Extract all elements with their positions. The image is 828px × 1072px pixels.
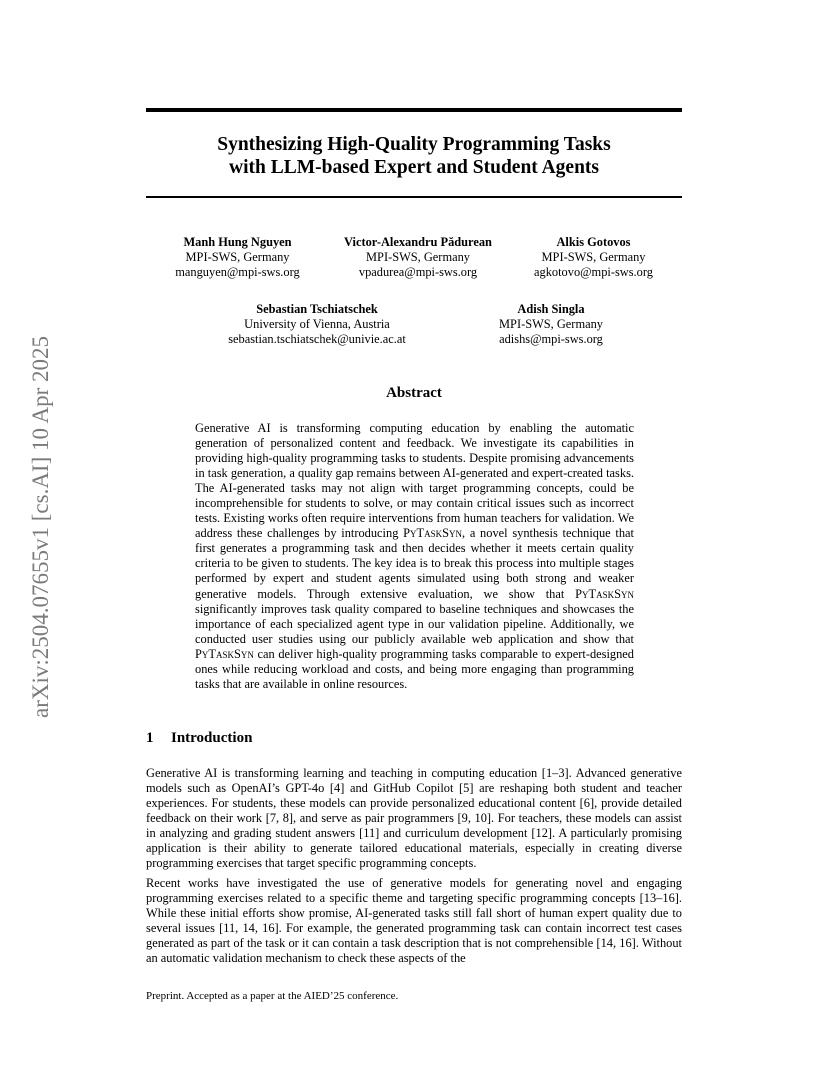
author-block-5 bbox=[486, 302, 616, 347]
author-name: Sebastian Tschiatschek bbox=[256, 302, 378, 316]
author-affiliation: University of Vienna, Austria bbox=[244, 317, 390, 331]
arxiv-identifier-stamp: arXiv:2504.07655v1 [cs.AI] 10 Apr 2025 bbox=[28, 335, 53, 719]
author-affiliation: MPI-SWS, Germany bbox=[366, 250, 470, 264]
author-name: Victor-Alexandru Pădurean bbox=[344, 235, 492, 249]
abstract-heading: Abstract bbox=[386, 385, 442, 401]
intro-paragraph-1: Generative AI is transforming learning and teaching in computing education [1–3]. Advanced generative models such as OpenAI’s GPT-4o [4] and GitHub Copilot [5] are reshaping both student and teacher experiences. For students, these models can provide personalized educational content [6], provide detailed feedback on their work [7, 8], and serve as pair programmers [9, 10]. For teachers, these models can assist in analyzing and grading student answers [11] and curriculum development [12]. A particularly promising application is their ability to generate tailored educational materials, especially in creating diverse programming exercises that target specific programming concepts. bbox=[146, 766, 682, 871]
preprint-footnote: Preprint. Accepted as a paper at the AIED’25 conference. bbox=[146, 990, 399, 1002]
author-email[interactable]: sebastian.tschiatschek@univie.ac.at bbox=[228, 332, 406, 346]
title-top-rule bbox=[146, 108, 682, 112]
abstract-text-part-3: significantly improves task quality compared to baseline techniques and showcases the importance of each specialized agent type in our validation pipeline. Additionally, we conducted user studies using our publicly available web application and show that bbox=[195, 601, 634, 646]
abstract-text-part-1: Generative AI is transforming computing education by enabling the automatic generation of personalized content and feedback. We investigate its capabilities in providing high-quality programming tasks to students. Despite promising advancements in task generation, a quality gap remains between AI-generated and expert-created tasks. The AI-generated tasks may not align with target programming concepts, could be incomprehensible for students to solve, or may contain critical issues such as incorrect tests. Existing works often require interventions from human teachers for validation. We address these challenges by introducing bbox=[195, 421, 634, 541]
system-name: PyTaskSyn bbox=[403, 526, 462, 541]
author-affiliation: MPI-SWS, Germany bbox=[499, 317, 603, 331]
abstract-text-part-4: can deliver high-quality programming tasks comparable to expert-designed ones while reducing workload and costs, and being more engaging than programming tasks that are available in online resources. bbox=[195, 646, 634, 691]
section-number: 1 bbox=[146, 730, 154, 746]
abstract-body bbox=[195, 421, 634, 692]
system-name: PyTaskSyn bbox=[575, 586, 634, 601]
system-name: PyTaskSyn bbox=[195, 646, 254, 661]
author-email[interactable]: adishs@mpi-sws.org bbox=[499, 332, 603, 346]
abstract-text-part-2: , a novel synthesis technique that first generates a programming task and then decides whether it meets certain quality criteria to be given to students. The key idea is to break this process into multiple stages performed by expert and student agents simulated using both strong and weaker generative models. Through extensive evaluation, we show that bbox=[195, 526, 634, 601]
author-block-3 bbox=[521, 235, 666, 280]
author-name: Manh Hung Nguyen bbox=[183, 235, 292, 249]
author-name: Alkis Gotovos bbox=[556, 235, 631, 249]
intro-paragraph-2: Recent works have investigated the use of generative models for generating novel and engaging programming exercises related to a specific theme and targeting specific programming concepts [13–16]. While these initial efforts show promise, AI-generated tasks still fall short of human expert quality due to several issues [11, 14, 16]. For example, the generated programming task can contain incorrect test cases generated as part of the task or it can contain a task description that is not comprehensible [14, 16]. Without an automatic validation mechanism to check these aspects of the bbox=[146, 876, 682, 966]
paper-title bbox=[146, 133, 682, 179]
author-email[interactable]: agkotovo@mpi-sws.org bbox=[534, 265, 653, 279]
title-bottom-rule bbox=[146, 196, 682, 198]
author-affiliation: MPI-SWS, Germany bbox=[541, 250, 646, 264]
author-block-4 bbox=[208, 302, 426, 347]
author-affiliation: MPI-SWS, Germany bbox=[185, 250, 290, 264]
section-heading-introduction bbox=[146, 730, 252, 747]
author-block-1 bbox=[165, 235, 310, 280]
paper-title-line-1: Synthesizing High-Quality Programming Tasks bbox=[217, 134, 611, 155]
section-title: Introduction bbox=[171, 730, 253, 746]
paper-title-line-2: with LLM-based Expert and Student Agents bbox=[228, 157, 599, 178]
author-email[interactable]: vpadurea@mpi-sws.org bbox=[358, 265, 478, 279]
author-name: Adish Singla bbox=[517, 302, 585, 316]
author-email[interactable]: manguyen@mpi-sws.org bbox=[175, 265, 300, 279]
author-block-2 bbox=[330, 235, 506, 280]
